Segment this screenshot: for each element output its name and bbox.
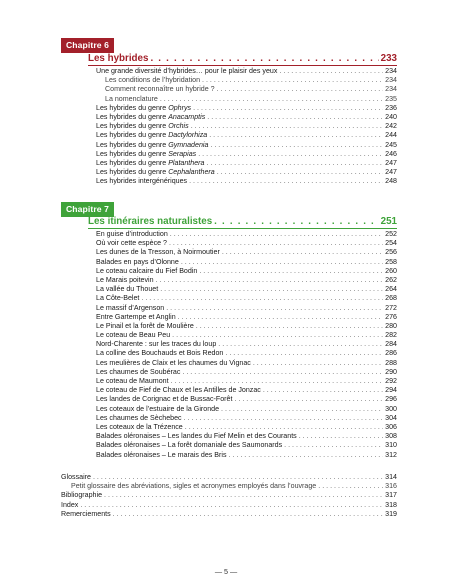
toc-entry-genus: Gymnadenia — [168, 140, 209, 149]
toc-entry-text: La colline des Bouchauds et Bois Redon — [96, 349, 224, 358]
toc-entry-page: 314 — [385, 473, 397, 481]
toc-entry-text: Les coteaux de la Trézence — [96, 422, 183, 431]
toc-entry-label — [61, 510, 111, 519]
leader-dots — [214, 215, 378, 228]
toc-entry-text: Le coteau de Fief de Chaux et les Antilles de Jonzac — [96, 386, 261, 395]
toc-entry-label — [96, 131, 207, 140]
toc-entry-label — [96, 414, 182, 423]
toc-entry[interactable] — [96, 304, 397, 313]
leader-dots — [198, 150, 383, 159]
toc-entry-text: Les hybrides du genre — [96, 149, 167, 158]
toc-entry-text: Les hybrides du genre — [96, 112, 167, 121]
toc-entry[interactable] — [96, 150, 397, 159]
toc-entry-page: 246 — [385, 149, 397, 158]
toc-entry-label — [96, 368, 180, 377]
toc-entry-page: 294 — [385, 386, 397, 395]
leader-dots — [178, 313, 384, 322]
leader-dots — [170, 230, 383, 239]
toc-entry-label — [96, 432, 297, 441]
toc-entry-page: 252 — [385, 230, 397, 238]
toc-entry-label — [96, 451, 227, 460]
toc-entry-text: Petit glossaire des abréviations, sigles et acronymes employés dans l’ouvrage — [71, 482, 317, 491]
chapter-7-badge: Chapitre 7 — [61, 202, 114, 217]
toc-entry-label — [96, 304, 164, 313]
toc-entry-genus: Ophrys — [168, 103, 192, 112]
toc-entry-page: 290 — [385, 367, 397, 376]
toc-entry-page: 312 — [385, 450, 397, 459]
toc-entry-text: Glossaire — [61, 473, 91, 481]
toc-entry-page: 244 — [385, 131, 397, 140]
chapter-6-page: 233 — [380, 53, 397, 64]
toc-entry-text: Les chaumes de Sèchebec — [96, 413, 182, 422]
leader-dots — [263, 386, 383, 395]
toc-entry-text: Les hybrides du genre — [96, 168, 167, 177]
leader-dots — [141, 294, 383, 303]
toc-entry-genus: Anacamptis — [168, 112, 206, 121]
toc-entry-page: 292 — [385, 377, 397, 385]
toc-entry-label — [61, 491, 102, 500]
leader-dots — [253, 359, 383, 368]
toc-entry-label — [96, 239, 167, 248]
leader-dots — [218, 340, 383, 349]
leader-dots — [299, 432, 383, 441]
toc-entry-page: 286 — [385, 349, 397, 358]
leader-dots — [156, 276, 384, 285]
toc-entry-label — [105, 85, 215, 94]
leader-dots — [202, 76, 383, 85]
toc-entry[interactable] — [96, 368, 397, 377]
leader-dots — [279, 67, 383, 76]
toc-entry-label — [96, 441, 282, 450]
toc-entry-label — [96, 349, 223, 358]
toc-entry[interactable] — [96, 267, 397, 276]
leader-dots — [166, 304, 383, 313]
toc-entry-page: 288 — [385, 358, 397, 367]
toc-entry[interactable] — [61, 510, 397, 519]
toc-entry[interactable] — [61, 482, 397, 491]
toc-entry-text: Balades oléronaises – La forêt domaniale des Saumonards — [96, 441, 283, 450]
toc-entry-label — [96, 177, 187, 186]
toc-entry-page: 248 — [385, 177, 397, 186]
toc-entry-page: 317 — [385, 491, 397, 500]
toc-entry-text: La Côte-Belet — [96, 294, 140, 303]
toc-entry-page: 296 — [385, 395, 397, 404]
leader-dots — [210, 141, 383, 150]
toc-entry-label — [96, 377, 169, 386]
toc-entry[interactable] — [96, 386, 397, 395]
toc-entry-text: Balades oléronaises – Le marais des Bris — [96, 450, 227, 459]
toc-entry-label — [96, 285, 158, 294]
leader-dots — [80, 501, 383, 510]
page-number: — 5 — — [214, 567, 238, 576]
toc-entry-text: Bibliographie — [61, 491, 103, 500]
leader-dots — [217, 168, 383, 177]
leader-dots — [169, 239, 383, 248]
toc-entry-text: Nord-Charente : sur les traces du loup — [96, 340, 217, 349]
leader-dots — [104, 491, 383, 500]
toc-entry[interactable] — [96, 67, 397, 76]
toc-entry-label — [96, 423, 183, 432]
leader-dots — [150, 52, 378, 65]
toc-entry-page: 245 — [385, 140, 397, 149]
chapter-7-title-row[interactable] — [88, 215, 397, 229]
toc-entry-label — [96, 141, 208, 150]
toc-entry-text: Les hybrides intergénériques — [96, 177, 188, 186]
toc-entry[interactable] — [96, 230, 397, 239]
toc-entry-label — [61, 501, 78, 510]
toc-entry-page: 282 — [385, 331, 397, 340]
leader-dots — [284, 441, 383, 450]
toc-entry-page: 242 — [385, 122, 397, 131]
toc-entry-page: 254 — [385, 239, 397, 248]
chapter-6-entries — [96, 67, 397, 186]
toc-entry-page: 308 — [385, 432, 397, 441]
toc-entry[interactable] — [96, 432, 397, 441]
toc-entry[interactable] — [96, 285, 397, 294]
toc-entry[interactable] — [96, 340, 397, 349]
toc-entry-text: Le coteau calcaire du Fief Bodin — [96, 266, 198, 275]
toc-entry[interactable] — [61, 473, 397, 482]
toc-entry-page: 247 — [385, 158, 397, 167]
leader-dots — [113, 510, 383, 519]
chapter-7-title: Les itinéraires naturalistes — [88, 216, 213, 227]
leader-dots — [160, 95, 383, 104]
toc-entry-page: 234 — [385, 85, 397, 94]
toc-entry-page: 235 — [385, 94, 397, 103]
toc-entry[interactable] — [96, 414, 397, 423]
leader-dots — [193, 104, 383, 113]
toc-entry-label — [96, 276, 154, 285]
chapter-6-title: Les hybrides — [88, 53, 149, 64]
toc-entry-page: 256 — [385, 248, 397, 257]
toc-entry[interactable] — [61, 501, 397, 510]
leader-dots — [172, 331, 383, 340]
toc-entry-text: La vallée du Thouet — [96, 285, 159, 294]
toc-entry-text: Où voir cette espèce ? — [96, 239, 167, 248]
toc-entry-page: 310 — [385, 441, 397, 450]
toc-entry-label — [96, 340, 216, 349]
toc-entry-text: Le coteau de Beau Peu — [96, 331, 171, 340]
toc-entry[interactable] — [96, 395, 397, 404]
toc-entry-text: Les hybrides du genre — [96, 131, 167, 140]
leader-dots — [185, 423, 383, 432]
toc-entry-page: 234 — [385, 67, 397, 75]
leader-dots — [196, 322, 383, 331]
toc-entry-label — [96, 331, 170, 340]
toc-entry[interactable] — [96, 441, 397, 450]
toc-entry-label — [96, 168, 215, 177]
toc-entry[interactable] — [96, 168, 397, 177]
toc-entry[interactable] — [96, 405, 397, 414]
toc-entry-label — [96, 395, 232, 404]
toc-entry[interactable] — [96, 349, 397, 358]
toc-entry-text: Entre Gartempe et Anglin — [96, 312, 176, 321]
toc-entry[interactable] — [96, 294, 397, 303]
toc-entry-text: Les hybrides du genre — [96, 122, 167, 131]
toc-entry-label — [96, 159, 204, 168]
chapter-6-badge: Chapitre 6 — [61, 38, 114, 53]
toc-entry-text: En guise d’introduction — [96, 230, 168, 238]
toc-entry-text: Balades en pays d’Olonne — [96, 257, 179, 266]
toc-entry-text: Les conditions de l’hybridation — [105, 76, 201, 85]
toc-entry-label — [96, 67, 277, 76]
toc-entry-page: 268 — [385, 294, 397, 303]
toc-entry-text: Le Pinail et la forêt de Moulière — [96, 321, 194, 330]
toc-entry[interactable] — [96, 131, 397, 140]
chapter-6-title-row[interactable] — [88, 52, 397, 66]
leader-dots — [209, 131, 383, 140]
toc-entry-page: 276 — [385, 312, 397, 321]
toc-entry[interactable] — [96, 141, 397, 150]
toc-entry-label — [96, 322, 194, 331]
toc-entry-page: 240 — [385, 112, 397, 121]
leader-dots — [191, 122, 383, 131]
toc-entry-text: Les hybrides du genre — [96, 158, 167, 167]
back-matter-entries — [61, 473, 397, 519]
toc-entry-text: Le massif d’Argenson — [96, 303, 165, 312]
toc-entry-label — [96, 248, 220, 257]
toc-entry[interactable] — [96, 248, 397, 257]
leader-dots — [221, 405, 383, 414]
toc-entry-label — [105, 95, 158, 104]
toc-entry-text: Une grande diversité d’hybrides… pour le plaisir des yeux — [96, 67, 278, 75]
toc-entry-page: 316 — [385, 482, 397, 491]
toc-entry-text: Le coteau de Maumont — [96, 377, 169, 385]
toc-entry[interactable] — [96, 239, 397, 248]
toc-entry-label — [96, 104, 191, 113]
toc-entry[interactable] — [96, 276, 397, 285]
toc-entry-genus: Orchis — [168, 122, 189, 131]
toc-entry[interactable] — [96, 177, 397, 186]
toc-entry-label — [61, 473, 91, 482]
toc-entry-page: 304 — [385, 413, 397, 422]
toc-entry[interactable] — [96, 423, 397, 432]
toc-entry-label — [71, 482, 316, 491]
toc-entry-label — [96, 122, 189, 131]
toc-entry-label — [105, 76, 200, 85]
toc-entry-text: Les hybrides du genre — [96, 103, 167, 112]
toc-entry[interactable] — [96, 331, 397, 340]
toc-entry[interactable] — [96, 313, 397, 322]
leader-dots — [160, 285, 383, 294]
toc-entry-page: 262 — [385, 275, 397, 284]
toc-entry-label — [96, 258, 179, 267]
toc-entry-page: 300 — [385, 404, 397, 413]
toc-entry[interactable] — [96, 76, 397, 85]
leader-dots — [234, 395, 383, 404]
toc-entry-page: 272 — [385, 303, 397, 312]
toc-entry-page: 318 — [385, 500, 397, 509]
toc-entry[interactable] — [96, 451, 397, 460]
toc-entry-text: Comment reconnaître un hybride ? — [105, 85, 215, 94]
toc-entry[interactable] — [96, 113, 397, 122]
toc-entry[interactable] — [61, 491, 397, 500]
toc-entry-text: La nomenclature — [105, 94, 158, 103]
toc-entry-label — [96, 267, 197, 276]
toc-entry-page: 280 — [385, 321, 397, 330]
leader-dots — [206, 159, 383, 168]
toc-entry-label — [96, 230, 168, 239]
toc-entry[interactable] — [96, 159, 397, 168]
toc-entry-text: Les meulières de Claix et les chaumes du Vignac — [96, 358, 251, 367]
leader-dots — [225, 349, 383, 358]
toc-entry-text: Les hybrides du genre — [96, 140, 167, 149]
leader-dots — [229, 451, 384, 460]
toc-entry-genus: Cephalanthera — [168, 168, 215, 177]
toc-entry[interactable] — [96, 377, 397, 386]
toc-entry-page: 306 — [385, 422, 397, 431]
leader-dots — [189, 177, 383, 186]
toc-entry-page: 258 — [385, 257, 397, 266]
toc-entry-page: 236 — [385, 103, 397, 112]
chapter-7-page: 251 — [380, 216, 397, 227]
toc-entry-label — [96, 386, 261, 395]
leader-dots — [182, 368, 383, 377]
toc-entry-page: 319 — [385, 509, 397, 518]
leader-dots — [199, 267, 383, 276]
toc-entry-label — [96, 359, 251, 368]
toc-entry[interactable] — [96, 322, 397, 331]
toc-entry-text: Le Marais poitevin — [96, 275, 154, 284]
toc-entry[interactable] — [96, 122, 397, 131]
leader-dots — [184, 414, 384, 423]
toc-entry-label — [96, 150, 196, 159]
toc-entry-text: Balades oléronaises – Les landes du Fief Melin et des Courants — [96, 432, 297, 441]
toc-entry[interactable] — [96, 258, 397, 267]
toc-entry-genus: Serapias — [168, 149, 197, 158]
toc-entry-genus: Dactylorhiza — [168, 131, 208, 140]
toc-entry-label — [96, 405, 219, 414]
leader-dots — [93, 473, 383, 482]
toc-entry-text: Les coteaux de l’estuaire de la Gironde — [96, 404, 220, 413]
toc-entry-text: Remerciements — [61, 509, 111, 518]
leader-dots — [171, 377, 384, 386]
toc-entry[interactable] — [96, 359, 397, 368]
toc-entry-text: Les dunes de la Tresson, à Noirmoutier — [96, 248, 220, 257]
toc-entry-page: 234 — [385, 76, 397, 85]
toc-entry-text: Les chaumes de Soubérac — [96, 367, 181, 376]
toc-entry-page: 284 — [385, 340, 397, 349]
toc-entry-page: 260 — [385, 266, 397, 275]
chapter-7-entries — [96, 230, 397, 460]
toc-entry-genus: Platanthera — [168, 158, 205, 167]
toc-entry[interactable] — [96, 85, 397, 94]
leader-dots — [318, 482, 383, 491]
toc-entry-label — [96, 113, 205, 122]
toc-entry-page: 264 — [385, 285, 397, 294]
toc-entry-text: Index — [61, 500, 79, 509]
toc-entry[interactable] — [96, 104, 397, 113]
leader-dots — [207, 113, 383, 122]
toc-entry-label — [96, 313, 176, 322]
leader-dots — [181, 258, 383, 267]
toc-entry[interactable] — [96, 95, 397, 104]
leader-dots — [222, 248, 383, 257]
toc-entry-label — [96, 294, 139, 303]
toc-entry-page: 247 — [385, 168, 397, 177]
toc-entry-text: Les landes de Corignac et de Bussac-Forêt — [96, 395, 233, 404]
leader-dots — [217, 85, 384, 94]
